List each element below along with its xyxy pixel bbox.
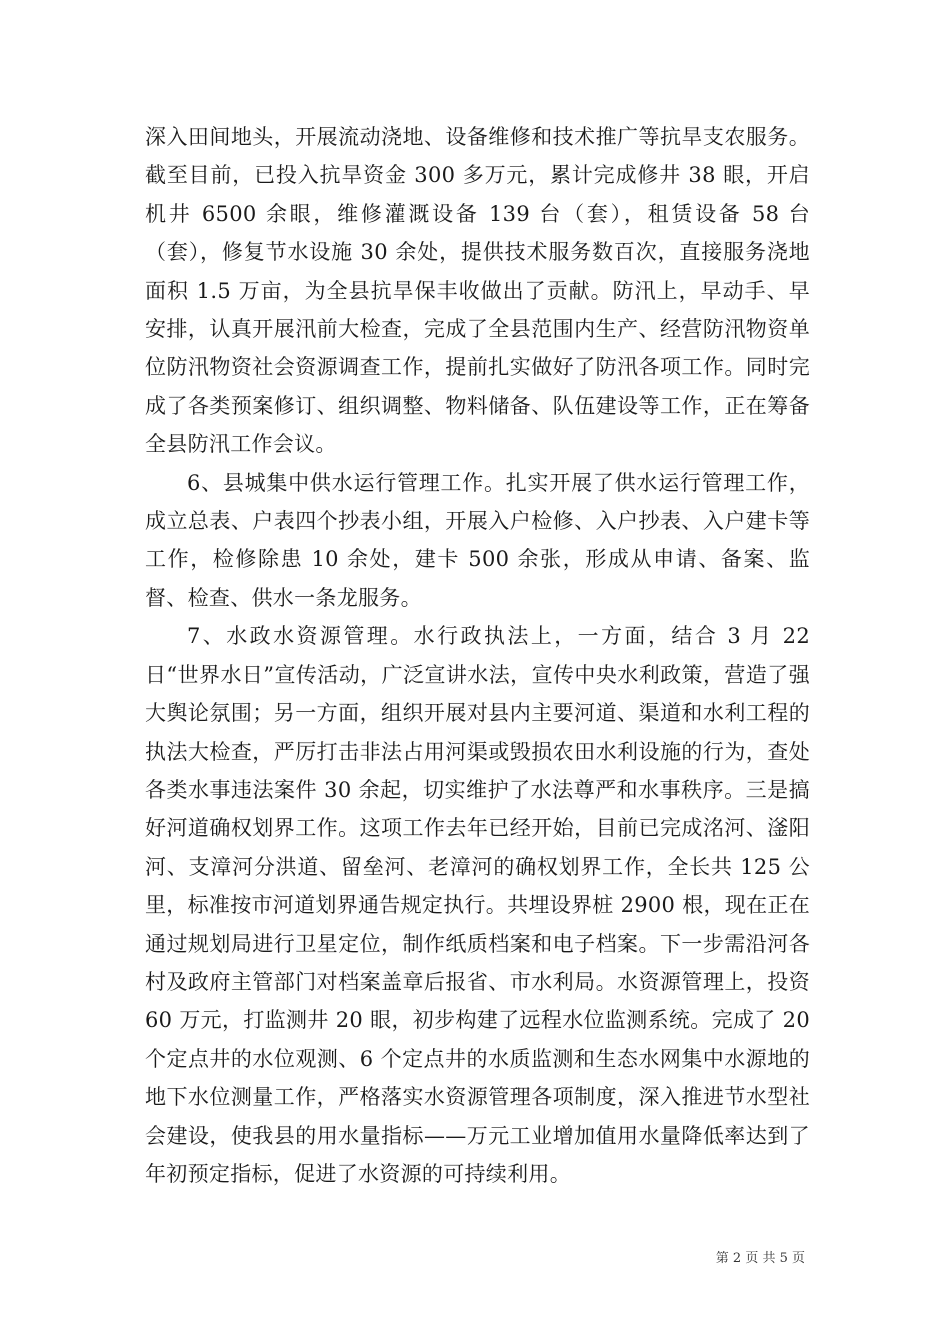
paragraph-water-supply: 6、县城集中供水运行管理工作。扎实开展了供水运行管理工作，成立总表、户表四个抄表小组，开展入户检修、入户抄表、入户建卡等工作，检修除患 10 余处，建卡 500 余张，形成从申请、备案、监督、检查、供水一条龙服务。 — [145, 470, 810, 610]
paragraph-water-administration: 7、水政水资源管理。水行政执法上，一方面，结合 3 月 22 日“世界水日”宣传活动，广泛宣讲水法，宣传中央水利政策，营造了强大舆论氛围；另一方面，组织开展对县内主要河道、渠道和水利工程的执法大检查，严厉打击非法占用河渠或毁损农田水利设施的行为，查处各类水事违法案件 30 余起，切实维护了水法尊严和水事秩序。三是搞好河道确权划界工作。这项工作去年已经开始，目前已完成洺河、滏阳河、支漳河分洪道、留垒河、老漳河的确权划界工作，全长共 125 公里，标准按市河道划界通告规定执行。共埋设界桩 2900 根，现在正在通过规划局进行卫星定位，制作纸质档案和电子档案。下一步需沿河各村及政府主管部门对档案盖章后报省、市水利局。水资源管理上，投资 60 万元，打监测井 20 眼，初步构建了远程水位监测系统。完成了 20 个定点井的水位观测、6 个定点井的水质监测和生态水网集中水源地的地下水位测量工作，严格落实水资源管理各项制度，深入推进节水型社会建设，使我县的用水量指标——万元工业增加值用水量降低率达到了年初预定指标，促进了水资源的可持续利用。 — [145, 624, 810, 1186]
page-number-footer: 第 2 页 共 5 页 — [715, 1251, 805, 1266]
document-body — [145, 118, 810, 1193]
paragraph-water-drought-flood: 深入田间地头，开展流动浇地、设备维修和技术推广等抗旱支农服务。截至目前，已投入抗旱资金 300 多万元，累计完成修井 38 眼，开启机井 6500 余眼，维修灌溉设备 139 台（套），租赁设备 58 台（套），修复节水设施 30 余处，提供技术服务数百次，直接服务浇地面积 1.5 万亩，为全县抗旱保丰收做出了贡献。防汛上，早动手、早安排，认真开展汛前大检查，完成了全县范围内生产、经营防汛物资单位防汛物资社会资源调查工作，提前扎实做好了防汛各项工作。同时完成了各类预案修订、组织调整、物料储备、队伍建设等工作，正在筹备全县防汛工作会议。 — [145, 125, 810, 457]
